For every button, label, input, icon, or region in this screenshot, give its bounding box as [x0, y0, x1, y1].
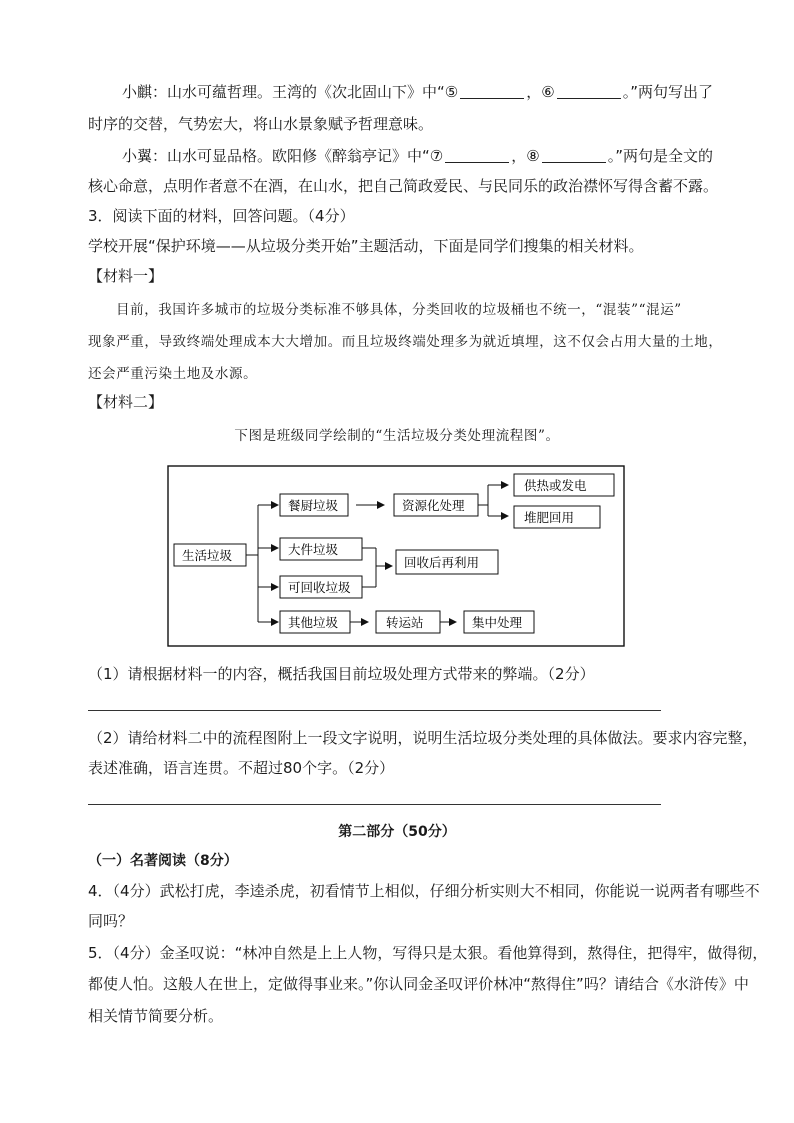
answer-blank-7[interactable] — [445, 148, 509, 163]
node-reuse-label: 回收后再利用 — [404, 555, 480, 570]
node-root-label: 生活垃圾 — [182, 548, 233, 563]
q4-line-1: 4．（4分）武松打虎，李逵杀虎，初看情节上相似，仔细分析实则大不相同，你能说一说两者有哪些不 — [88, 882, 760, 900]
material1-line-1: 目前，我国许多城市的垃圾分类标准不够具体，分类回收的垃圾桶也不统一，“混装”“混运” — [116, 302, 682, 318]
node-transfer-label: 转运站 — [386, 615, 424, 630]
q3-title: 3．阅读下面的材料，回答问题。（4分） — [88, 207, 355, 225]
node-kitchen-label: 餐厨垃圾 — [288, 498, 339, 513]
q3-sub1: （1）请根据材料一的内容，概括我国目前垃圾处理方式带来的弊端。（2分） — [88, 665, 595, 683]
poem-line-2: 时序的交替，气势宏大，将山水景象赋予哲理意味。 — [88, 115, 434, 133]
q5-line-2: 都使人怕。这般人在世上，定做得事业来。”你认同金圣叹评价林冲“熬得住”吗？请结合《水浒传》中 — [88, 975, 749, 993]
q3-sub2-line-2: 表述准确，语言连贯。不超过80个字。（2分） — [88, 759, 395, 777]
answer-blank-8[interactable] — [542, 148, 606, 163]
poem-line-3: 小翼：山水可显品格。欧阳修《醉翁亭记》中“⑦ ，⑧ 。”两句是全文的 — [122, 147, 713, 165]
q4-line-2: 同吗？ — [88, 912, 134, 930]
node-central-label: 集中处理 — [472, 615, 523, 630]
poem-line-1: 小麒：山水可蕴哲理。王湾的《次北固山下》中“⑤ ，⑥ 。”两句写出了 — [122, 83, 713, 101]
q5-line-1: 5．（4分）金圣叹说：“林冲自然是上上人物，写得只是太狠。看他算得到，熬得住，把得牢，做得彻， — [88, 944, 768, 962]
answer-blank-5[interactable] — [460, 84, 524, 99]
node-recyclable-label: 可回收垃圾 — [288, 580, 351, 595]
q5-line-3: 相关情节简要分析。 — [88, 1007, 224, 1025]
material1-label: 【材料一】 — [88, 267, 164, 285]
node-compost-label: 堆肥回用 — [524, 510, 575, 525]
node-other-label: 其他垃圾 — [288, 615, 339, 630]
part2-title: 第二部分（50分） — [338, 824, 456, 840]
q3-sub2-line-1: （2）请给材料二中的流程图附上一段文字说明，说明生活垃圾分类处理的具体做法。要求内容完整， — [88, 729, 758, 747]
material2-label: 【材料二】 — [88, 393, 164, 411]
material1-line-2: 现象严重，导致终端处理成本大大增加。而且垃圾终端处理多为就近填埋，这不仅会占用大量的土地， — [88, 334, 723, 350]
material2-caption: 下图是班级同学绘制的“生活垃圾分类处理流程图”。 — [234, 428, 560, 444]
q3-intro: 学校开展“保护环境——从垃圾分类开始”主题活动，下面是同学们搜集的相关材料。 — [88, 237, 644, 255]
node-bulky-label: 大件垃圾 — [288, 542, 339, 557]
flowchart — [0, 458, 794, 658]
node-heat-label: 供热或发电 — [524, 478, 587, 493]
part2-section1: （一）名著阅读（8分） — [88, 853, 238, 869]
material1-line-3: 还会严重污染土地及水源。 — [88, 366, 258, 382]
answer-blank-6[interactable] — [557, 84, 621, 99]
answer-line-sub2[interactable] — [88, 804, 661, 805]
poem-line-4: 核心命意，点明作者意不在酒，在山水，把自己简政爱民、与民同乐的政治襟怀写得含蓄不露。 — [88, 177, 719, 195]
node-resource-label: 资源化处理 — [402, 498, 465, 513]
answer-line-sub1[interactable] — [88, 710, 661, 711]
